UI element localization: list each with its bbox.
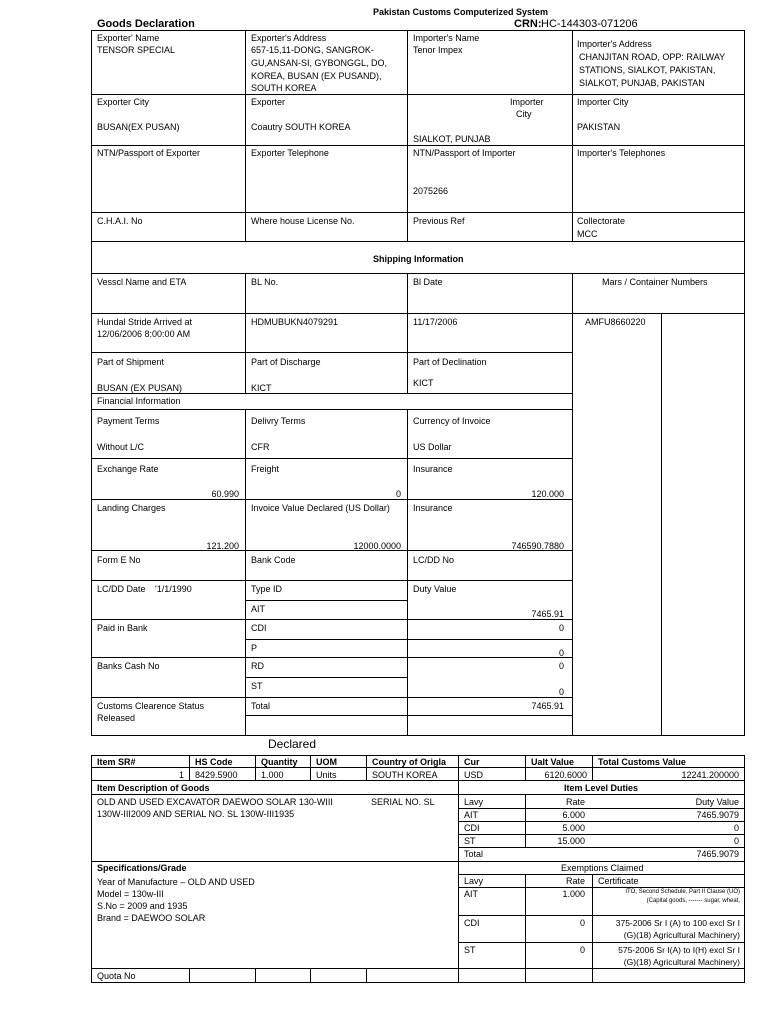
exemption-certificate: 375-2006 Sr I (A) to 100 excl Sr I <box>615 918 740 928</box>
bl-date-label: Bl Date <box>413 277 443 287</box>
description-serial: SERIAL NO. SL <box>371 797 435 807</box>
importer-address-label: Importer's Address <box>577 39 652 49</box>
exemption-certificate: ITO, Second Schedule, Part II Clause (UO) <box>625 889 740 895</box>
st-label: ST <box>251 681 263 691</box>
duty-value: 7465.9079 <box>696 849 739 859</box>
col-quantity: Quantity <box>261 757 298 767</box>
clearance-status-value: Released <box>97 713 136 723</box>
crn-value: HC-144303-071206 <box>541 18 638 30</box>
country-value: SOUTH KOREA <box>372 770 438 780</box>
exemption-rate: 0 <box>579 918 585 928</box>
port-shipment-label: Part of Shipment <box>97 357 165 367</box>
importer-address-line: CHANJITAN ROAD, OPP: RAILWAY <box>579 52 726 62</box>
invoice-value-label: Invoice Value Declared (US Dollar) <box>251 503 390 513</box>
freight-label: Freight <box>251 464 280 474</box>
importer-address-line: SIALKOT, PUNJAB, PAKISTAN <box>579 78 705 88</box>
ntn-importer-value: 2075266 <box>413 186 449 196</box>
col-cur: Cur <box>464 757 480 767</box>
mars-container-label: Mars / Container Numbers <box>602 277 708 287</box>
exemption-rate: 0 <box>579 945 585 955</box>
exporter-address-line: SOUTH KOREA <box>251 83 317 93</box>
exemption-col-rate: Rate <box>565 876 585 886</box>
importer-city-value: SIALKOT, PUNJAB <box>413 134 491 144</box>
type-id-label: Type ID <box>251 584 283 594</box>
paid-in-bank-label: Paid in Bank <box>97 623 148 633</box>
spec-line: S.No = 2009 and 1935 <box>97 901 188 911</box>
importer-tel-label: Importer's Telephones <box>577 148 666 158</box>
ntn-importer-label: NTN/Passport of Importer <box>413 148 516 158</box>
clearance-status-label: Customs Clearence Status <box>97 701 205 711</box>
col-total-customs: Total Customs Value <box>598 757 686 767</box>
warehouse-label: Where house License No. <box>251 216 355 226</box>
currency-value: US Dollar <box>413 442 452 452</box>
description-line: 130W-III2009 AND SERIAL NO. SL 130W-III1935 <box>97 809 295 819</box>
col-country: Country of Origla <box>372 757 446 767</box>
insurance2-value: 746590.7880 <box>511 541 564 551</box>
rd-label: RD <box>251 661 264 671</box>
exemption-certificate: (G)(18) Agricultural Machinery) <box>623 957 740 967</box>
p-label: P <box>251 643 258 653</box>
bank-code-label: Bank Code <box>251 555 296 565</box>
spec-line: Brand = DAEWOO SOLAR <box>97 913 206 923</box>
col-unit-value: Ualt Value <box>531 757 575 767</box>
port-discharge-value: KICT <box>251 383 272 393</box>
description-line: OLD AND USED EXCAVATOR DAEWOO SOLAR 130-WIII <box>97 797 333 807</box>
exemption-certificate: (Capital goods, ------- sugar, wheat, <box>646 898 740 904</box>
cdi-label: CDI <box>251 623 267 633</box>
payment-terms-value: Without L/C <box>97 442 145 452</box>
system-title: Pakistan Customs Computerized System <box>373 7 549 17</box>
importer-name-label: Importer's Name <box>413 33 480 43</box>
insurance-label: Insurance <box>413 464 453 474</box>
importer-name-value: Tenor Impex <box>413 45 463 55</box>
freight-value: 0 <box>395 489 401 499</box>
doc-title: Goods Declaration <box>97 18 195 30</box>
vessel-value: Hundal Stride Arrived at <box>97 317 193 327</box>
duty-levy: AIT <box>464 810 479 820</box>
col-uom: UOM <box>316 757 337 767</box>
exchange-rate-value: 60.990 <box>211 489 239 499</box>
prev-ref-label: Previous Ref <box>413 216 465 226</box>
cur-value: USD <box>464 770 484 780</box>
quota-no-label: Quota No <box>97 971 136 981</box>
duties-col-rate: Rate <box>565 797 585 807</box>
quantity-value: 1.000 <box>261 770 284 780</box>
specifications-label: Specifications/Grade <box>97 863 187 873</box>
vessel-eta-value: 12/06/2006 8:00:00 AM <box>97 329 191 339</box>
duties-col-levy: Lavy <box>464 797 484 807</box>
exemption-levy: CDI <box>464 918 480 928</box>
bl-date-value: 11/17/2006 <box>413 317 458 327</box>
exchange-rate-label: Exchange Rate <box>97 464 159 474</box>
bl-no-label: BL No. <box>251 277 279 287</box>
exporter-label: Exporter <box>251 97 286 107</box>
exporter-address-line: GU,ANSAN-SI, GYBONGGL, DO, <box>251 58 388 68</box>
duty-value: 0 <box>733 823 739 833</box>
p-value: 0 <box>558 648 564 658</box>
exporter-name-label: Exporter' Name <box>97 33 160 43</box>
chai-label: C.H.A.I. No <box>97 216 143 226</box>
insurance-value: 120.000 <box>531 489 564 499</box>
exporter-address-line: 657-15,11-DONG, SANGROK- <box>251 45 374 55</box>
spec-line: Model = 130w-III <box>97 889 164 899</box>
port-discharge-label: Part of Discharge <box>251 357 321 367</box>
landing-charges-label: Landing Charges <box>97 503 166 513</box>
item-sr-value: 1 <box>178 770 184 780</box>
insurance2-label: Insurance <box>413 503 453 513</box>
lcdd-no-label: LC/DD No <box>413 555 455 565</box>
exporter-address-label: Exporter's Address <box>251 33 327 43</box>
item-level-duties-label: Item Level Duties <box>564 783 639 793</box>
col-hs-code: HS Code <box>195 757 233 767</box>
payment-terms-label: Payment Terms <box>97 416 160 426</box>
total-label: Total <box>251 701 271 711</box>
currency-label: Currency of Invoice <box>413 416 491 426</box>
vessel-label: Vesscl Name and ETA <box>97 277 187 287</box>
duty-levy: CDI <box>464 823 480 833</box>
exemption-levy: AIT <box>464 889 479 899</box>
port-declination-label: Part of Declination <box>413 357 487 367</box>
cdi-value: 0 <box>558 623 564 633</box>
duties-col-duty-value: Duty Value <box>695 797 739 807</box>
container-number-value: AMFU8660220 <box>585 317 646 327</box>
importer-city-label: Importer <box>510 97 544 107</box>
hs-code-value: 8429.5900 <box>195 770 238 780</box>
ait-value: 7465.91 <box>531 609 564 619</box>
delivery-terms-value: CFR <box>251 442 270 452</box>
delivery-terms-label: Delivry Terms <box>251 416 306 426</box>
exemptions-label: Exemptions Claimed <box>561 863 644 873</box>
duty-rate: 6.000 <box>562 810 585 820</box>
form-e-label: Form E No <box>97 555 141 565</box>
duty-value: 7465.9079 <box>696 810 739 820</box>
duty-value: 0 <box>733 836 739 846</box>
exporter-tel-label: Exporter Telephone <box>251 148 329 158</box>
exporter-name-value: TENSOR SPECIAL <box>97 45 176 55</box>
lcdd-date-label: LC/DD Date <box>97 584 146 594</box>
total-customs-value: 12241.200000 <box>681 770 739 780</box>
duty-value-label: Duty Value <box>413 584 457 594</box>
exporter-city-label: Exporter City <box>97 97 150 107</box>
exemption-certificate: (G)(18) Agricultural Machinery) <box>623 930 740 940</box>
exemption-certificate: 575-2006 Sr I(A) to I(H) excl Sr I <box>618 945 740 955</box>
exemption-col-levy: Lavy <box>464 876 484 886</box>
exporter-country-value: Coautry SOUTH KOREA <box>251 122 351 132</box>
exemption-rate: 1.000 <box>562 889 585 899</box>
crn-label: CRN: <box>514 18 542 30</box>
spec-line: Year of Manufacture – OLD AND USED <box>97 877 255 887</box>
port-declination-value: KICT <box>413 378 434 388</box>
exemption-col-certificate: Certificate <box>598 876 639 886</box>
financial-section-title: Financial Information <box>97 396 181 406</box>
importer-city-label-2: City <box>516 109 532 119</box>
landing-charges-value: 121.200 <box>206 541 239 551</box>
collectorate-value: MCC <box>577 229 598 239</box>
importer-address-line: STATIONS, SIALKOT, PAKISTAN, <box>579 65 716 75</box>
ait-label: AIT <box>251 604 266 614</box>
duty-levy: ST <box>464 836 476 846</box>
ntn-exporter-label: NTN/Passport of Exporter <box>97 148 201 158</box>
lcdd-date-value: '1/1/1990 <box>155 584 192 594</box>
rd-value: 0 <box>558 661 564 671</box>
collectorate-label: Collectorate <box>577 216 626 226</box>
banks-cash-label: Banks Cash No <box>97 661 160 671</box>
port-shipment-value: BUSAN (EX PUSAN) <box>97 383 183 393</box>
item-description-label: Item Description of Goods <box>97 783 210 793</box>
total-value: 7465.91 <box>531 701 564 711</box>
exemption-levy: ST <box>464 945 476 955</box>
importer-city2-value: PAKISTAN <box>577 122 621 132</box>
duty-rate: 15.000 <box>557 836 585 846</box>
exporter-address-line: KOREA, BUSAN (EX PUSAND), <box>251 71 382 81</box>
shipping-section-title: Shipping Information <box>373 254 464 264</box>
duty-rate: 5.000 <box>562 823 585 833</box>
bl-no-value: HDMUBUKN4079291 <box>251 317 339 327</box>
exporter-city-value: BUSAN(EX PUSAN) <box>97 122 180 132</box>
invoice-value: 12000.0000 <box>353 541 401 551</box>
col-item-sr: Item SR# <box>97 757 136 767</box>
importer-city2-label: Importer City <box>577 97 629 107</box>
duty-levy: Total <box>464 849 484 859</box>
declared-title: Declared <box>268 737 317 751</box>
st-value: 0 <box>558 687 564 697</box>
unit-value: 6120.6000 <box>544 770 587 780</box>
uom-value: Units <box>316 770 337 780</box>
